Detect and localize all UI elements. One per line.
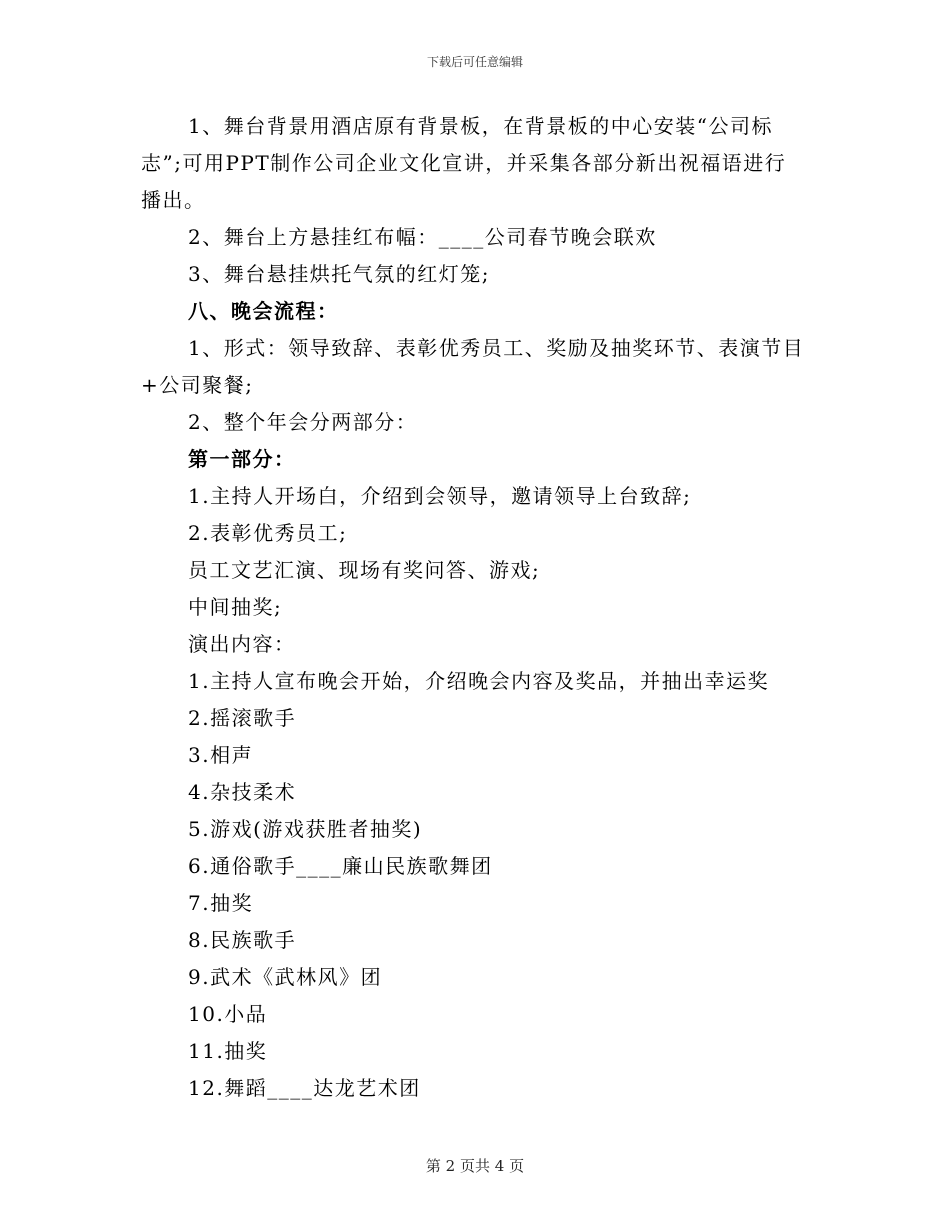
list-item: 2.表彰优秀员工; [188,521,348,545]
paragraph-line-5: 3、舞台悬挂烘托气氛的红灯笼; [188,262,490,286]
paragraph-line-1: 1、舞台背景用酒店原有背景板，在背景板的中心安装“公司标 [188,114,773,138]
list-item: 员工文艺汇演、现场有奖问答、游戏; [188,558,541,582]
paragraph-line-3: 播出。 [141,188,206,212]
page-header: 下载后可任意编辑 [426,55,523,69]
paragraph-line-4: 2、舞台上方悬挂红布幅：____公司春节晚会联欢 [188,225,657,249]
section-heading-8: 八、晚会流程： [188,299,339,323]
program-item: 7.抽奖 [188,891,254,915]
program-item: 1.主持人宣布晚会开始，介绍晚会内容及奖品，并抽出幸运奖 [188,669,770,693]
program-item: 6.通俗歌手____廉山民族歌舞团 [188,854,493,878]
list-item: 中间抽奖; [188,595,283,619]
program-item: 4.杂技柔术 [188,780,297,804]
subheading-part-one: 第一部分： [188,447,296,471]
paragraph-line-8: +公司聚餐; [141,373,254,397]
program-item: 3.相声 [188,743,254,767]
program-item: 9.武术《武林风》团 [188,965,383,989]
program-item: 2.摇滚歌手 [188,706,297,730]
program-item: 5.游戏(游戏获胜者抽奖) [188,817,423,841]
list-item: 演出内容： [188,632,296,656]
page-footer: 第 2 页共 4 页 [425,1157,525,1175]
paragraph-line-7: 1、形式：领导致辞、表彰优秀员工、奖励及抽奖环节、表演节目 [188,336,805,360]
program-item: 12.舞蹈____达龙艺术团 [188,1076,421,1100]
paragraph-line-2: 志”;可用PPT制作公司企业文化宣讲，并采集各部分新出祝福语进行 [141,151,787,175]
list-item: 1.主持人开场白，介绍到会领导，邀请领导上台致辞; [188,484,692,508]
program-item: 11.抽奖 [188,1039,268,1063]
program-item: 8.民族歌手 [188,928,297,952]
paragraph-line-9: 2、整个年会分两部分： [188,410,418,434]
program-item: 10.小品 [188,1002,268,1026]
